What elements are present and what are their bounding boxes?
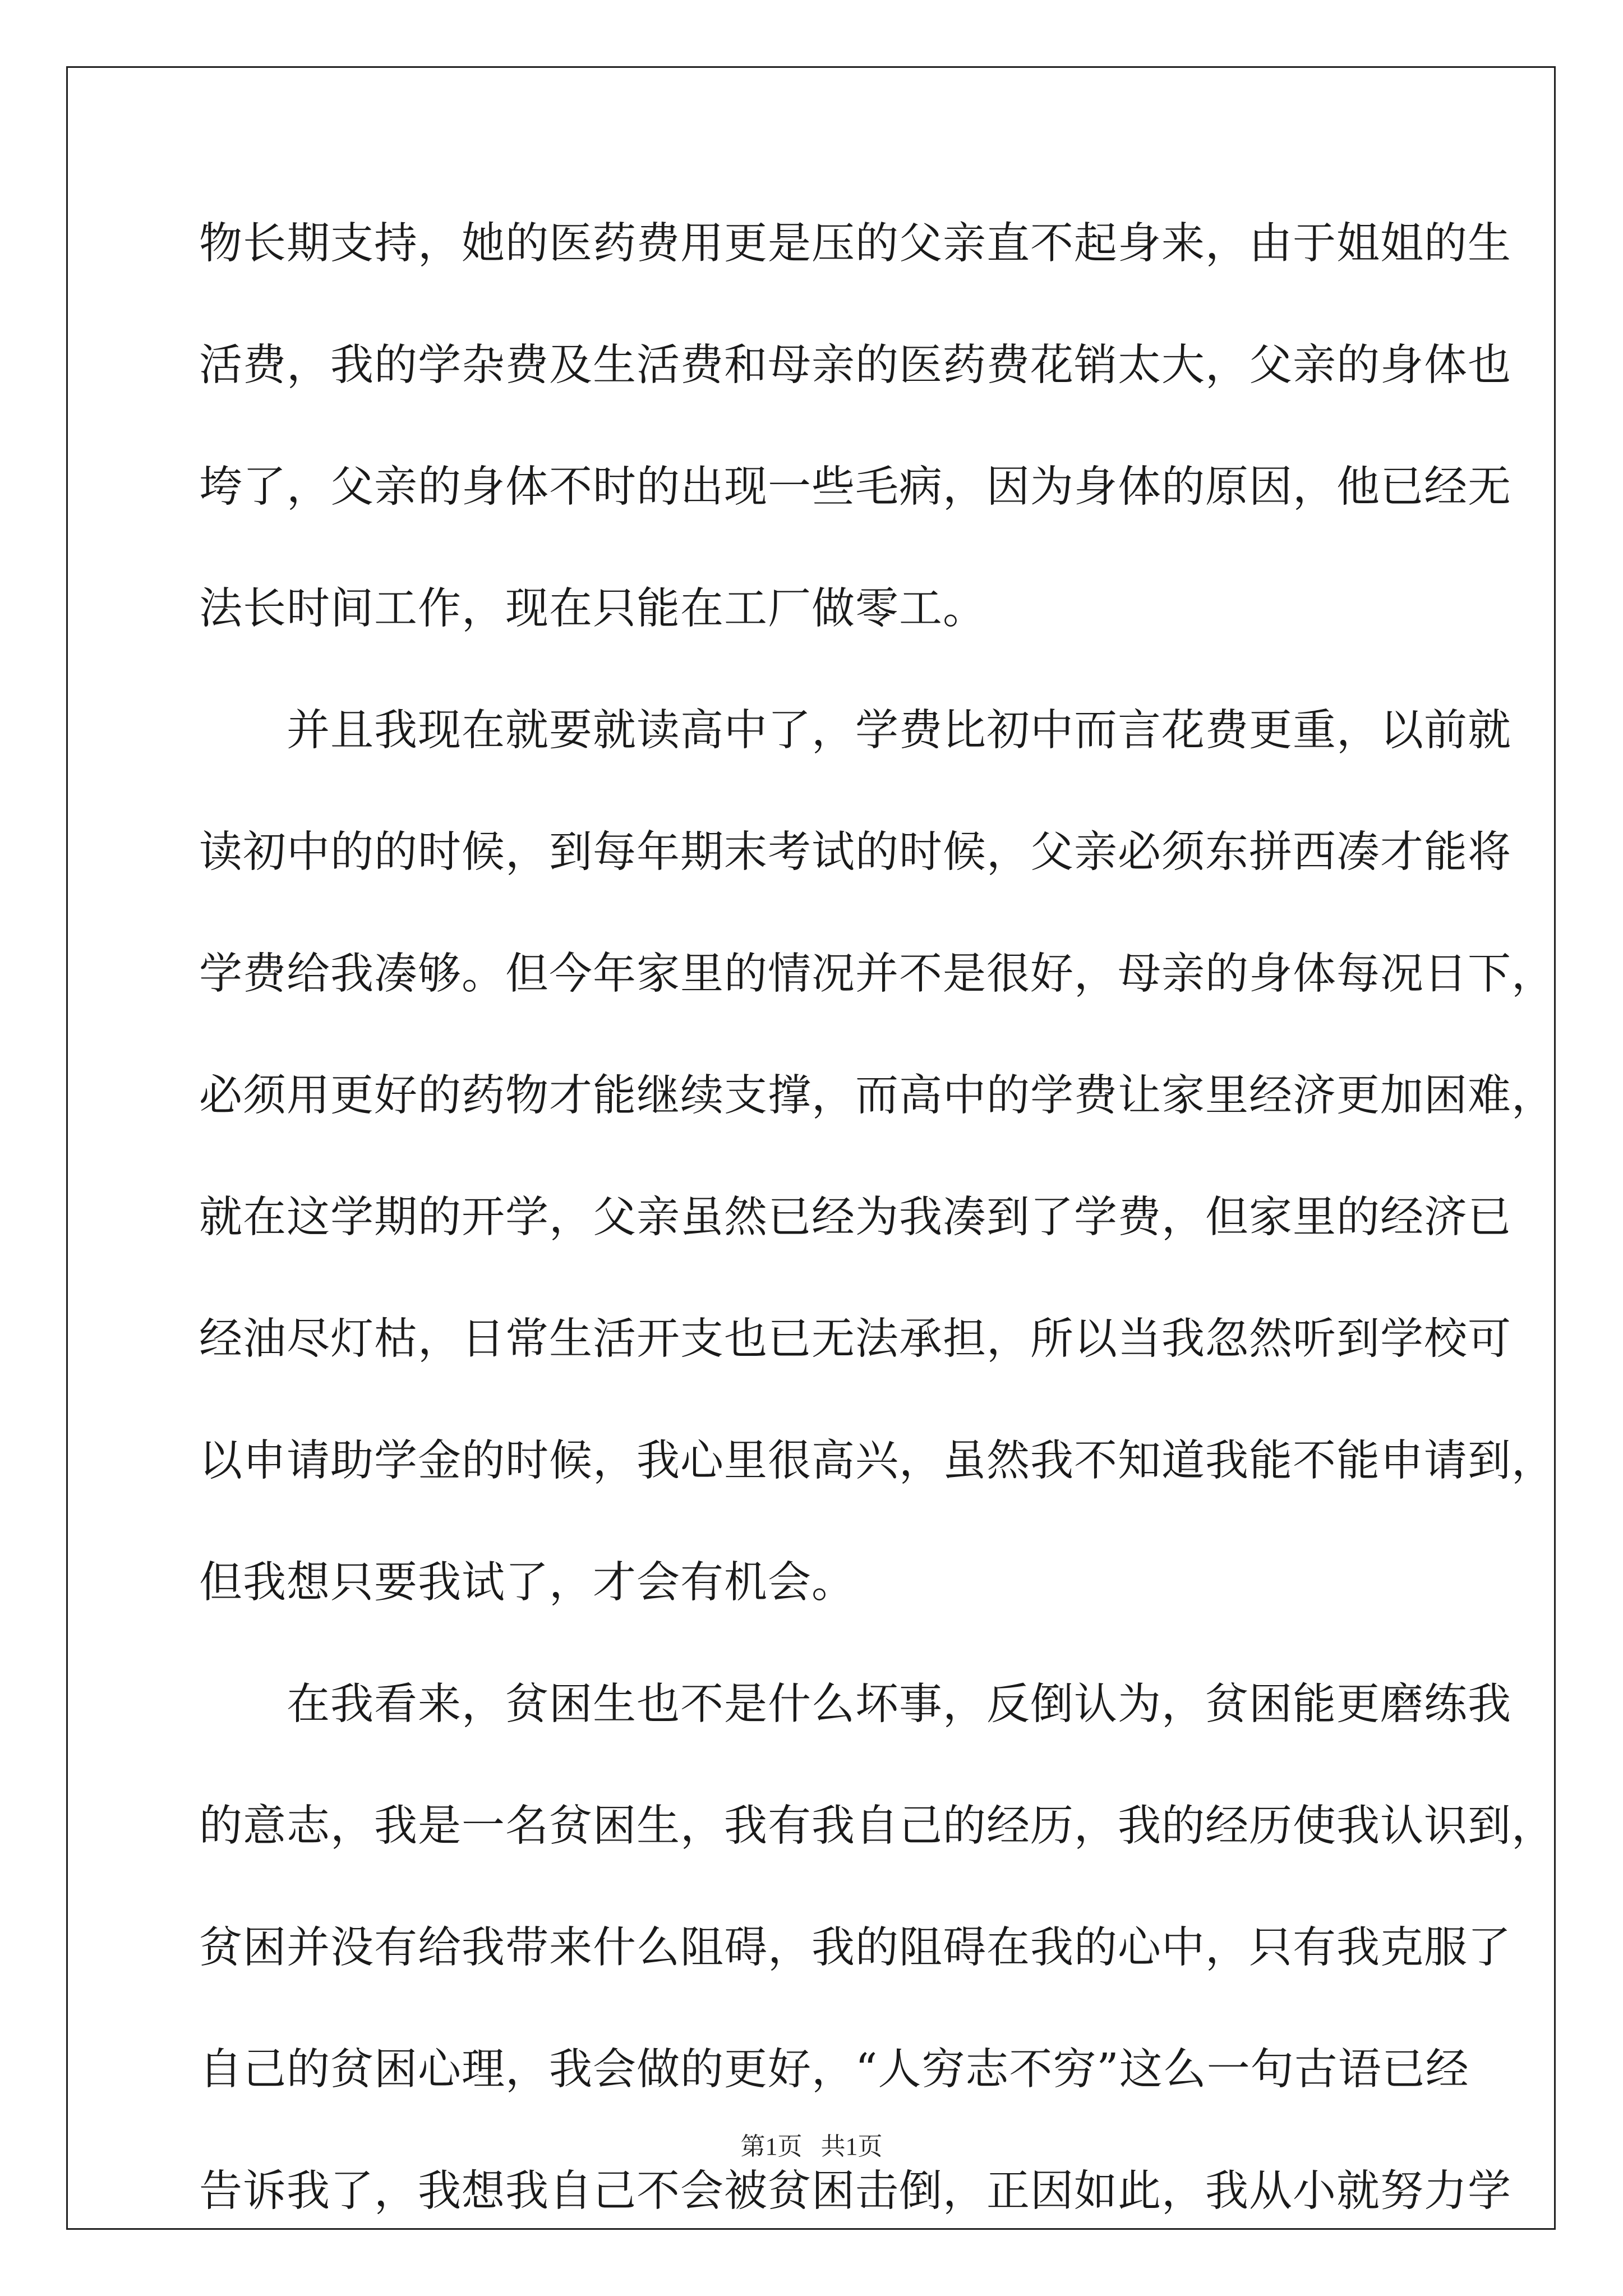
text-line: 就在这学期的开学，父亲虽然已经为我凑到了学费，但家里的经济已 (199, 1193, 1511, 1243)
text-line: 但我想只要我试了，才会有机会。 (199, 1558, 855, 1608)
text-line: 的意志，我是一名贫困生，我有我自己的经历，我的经历使我认识到， (199, 1801, 1555, 1851)
text-line: 法长时间工作，现在只能在工厂做零工。 (199, 584, 986, 634)
text-line: 物长期支持，她的医药费用更是压的父亲直不起身来，由于姐姐的生 (199, 219, 1511, 269)
text-line: 活费，我的学杂费及生活费和母亲的医药费花销太大，父亲的身体也 (199, 341, 1511, 390)
page-footer (0, 2126, 1623, 2162)
text-line: 并且我现在就要就读高中了，学费比初中而言花费更重，以前就 (199, 706, 1511, 756)
text-line: 在我看来，贫困生也不是什么坏事，反倒认为，贫困能更磨练我 (199, 1680, 1511, 1729)
text-line: 学费给我凑够。但今年家里的情况并不是很好，母亲的身体每况日下， (199, 949, 1555, 999)
text-line: 必须用更好的药物才能继续支撑，而高中的学费让家里经济更加困难， (199, 1071, 1555, 1121)
text-line: 告诉我了，我想我自己不会被贫困击倒，正因如此，我从小就努力学 (199, 2166, 1511, 2216)
page-number: 第1页 共1页 (740, 2133, 883, 2160)
text-line: 以申请助学金的时候，我心里很高兴，虽然我不知道我能不能申请到， (199, 1436, 1555, 1486)
text-line: 自己的贫困心理，我会做的更好，“人穷志不穷”这么一句古语已经 (199, 2045, 1469, 2095)
text-line: 读初中的的时候，到每年期末考试的时候，父亲必须东拼西凑才能将 (199, 827, 1511, 877)
text-line: 经油尽灯枯，日常生活开支也已无法承担，所以当我忽然听到学校可 (199, 1314, 1511, 1364)
text-line: 贫困并没有给我带来什么阻碍，我的阻碍在我的心中，只有我克服了 (199, 1923, 1511, 1973)
text-line: 垮了，父亲的身体不时的出现一些毛病，因为身体的原因，他已经无 (199, 462, 1511, 512)
